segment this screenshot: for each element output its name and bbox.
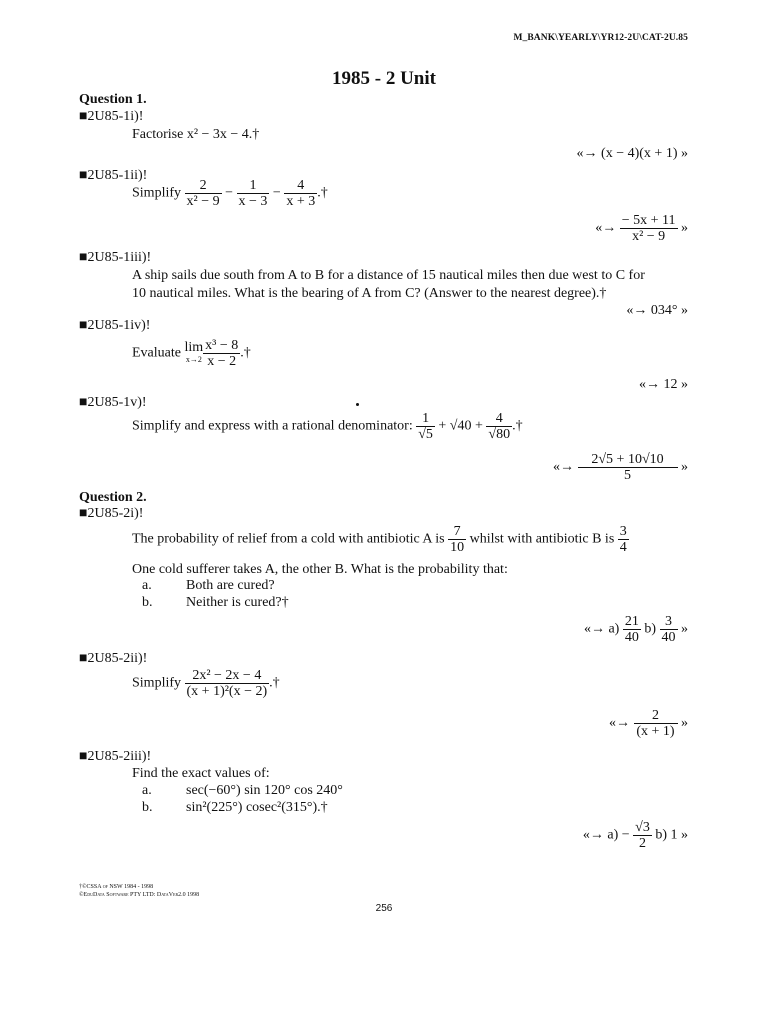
option-a-label: a. — [142, 578, 152, 593]
fraction — [486, 411, 512, 442]
dagger-tail: .† — [512, 418, 523, 434]
denominator: 2 — [633, 835, 652, 851]
numerator: 2 — [199, 178, 207, 193]
answer-mid: b) — [644, 621, 656, 637]
part-line2-2i: One cold sufferer takes A, the other B. What is the probability that: — [132, 562, 508, 577]
answer-fraction — [634, 708, 678, 739]
evaluate-label: Evaluate — [132, 345, 181, 361]
answer-suffix: » — [681, 715, 688, 731]
instruction: Simplify and express with a rational denominator: — [132, 418, 413, 434]
answer-suffix: » — [681, 621, 688, 637]
answer-prefix: «→ — [595, 220, 617, 236]
denominator: √5 — [418, 427, 433, 442]
answer-a-fraction — [623, 614, 641, 645]
part-id-1iii: ■2U85-1iii)! — [79, 250, 152, 265]
part-line1-1iii: A ship sails due south from A to B for a distance of 15 nautical miles then due west to C for — [132, 268, 645, 283]
denominator: x² − 9 — [620, 228, 678, 244]
option-b-text: Neither is cured?† — [186, 595, 289, 610]
numerator: √3 — [635, 820, 650, 835]
fraction — [237, 178, 270, 209]
denominator: (x + 1)²(x − 2) — [186, 684, 268, 699]
header-path: M_BANK\YEARLY\YR12-2U\CAT-2U.85 — [513, 33, 688, 43]
denominator: 40 — [624, 630, 639, 645]
answer-1ii — [595, 213, 688, 244]
answer-2ii — [609, 708, 688, 739]
part-id-2i: ■2U85-2i)! — [79, 506, 144, 521]
fraction — [185, 668, 270, 699]
copyright-line-2: ©EduData Software PTY LTD: DataVer2.0 1998 — [79, 892, 200, 898]
numerator: 1 — [422, 411, 430, 426]
answer-fraction — [578, 452, 678, 483]
part-line1-2iii: Find the exact values of: — [132, 766, 270, 781]
option-a-label: a. — [142, 783, 152, 798]
answer-1iii: «→ 034° » — [626, 303, 688, 318]
numerator: 7 — [453, 524, 461, 539]
page-number: 256 — [375, 903, 393, 914]
numerator: 2 — [652, 708, 659, 723]
fraction — [185, 178, 222, 209]
fraction-pb — [618, 524, 629, 555]
answer-prefix: «→ — [609, 715, 630, 731]
part-id-1ii: ■2U85-1ii)! — [79, 168, 148, 183]
answer-b-fraction — [660, 614, 678, 645]
denominator: 4 — [619, 540, 627, 555]
denominator: (x + 1) — [634, 723, 678, 739]
middle-terms: + √40 + — [438, 418, 483, 434]
numerator: 4 — [297, 178, 305, 193]
answer-fraction — [620, 213, 678, 244]
numerator: 21 — [624, 614, 639, 629]
numerator: 3 — [665, 614, 672, 629]
option-b-label: b. — [142, 595, 153, 610]
option-b-label: b. — [142, 800, 153, 815]
answer-fraction — [633, 820, 652, 851]
fraction — [203, 338, 240, 369]
fraction — [284, 178, 317, 209]
part-id-1iv: ■2U85-1iv)! — [79, 318, 151, 333]
numerator: x³ − 8 — [205, 338, 239, 353]
answer-suffix: » — [681, 459, 688, 475]
numerator: 2x² − 2x − 4 — [192, 668, 262, 683]
answer-1iv: «→ 12 » — [639, 377, 688, 392]
denominator: √80 — [488, 427, 511, 442]
part-id-2iii: ■2U85-2iii)! — [79, 749, 152, 764]
numerator: 3 — [619, 524, 627, 539]
limit-operator — [184, 339, 204, 366]
denominator: 5 — [578, 467, 678, 483]
answer-prefix: «→ a) − — [582, 827, 630, 843]
answer-2iii — [583, 820, 688, 851]
numerator: − 5x + 11 — [621, 213, 676, 228]
denominator: x − 3 — [238, 194, 268, 209]
dagger-tail: .† — [269, 675, 280, 691]
simplify-label: Simplify — [132, 185, 182, 201]
dagger-tail: .† — [317, 185, 328, 201]
lim-word: lim — [184, 339, 204, 355]
denominator: x + 3 — [286, 194, 316, 209]
numerator: 1 — [249, 178, 257, 193]
numerator: 2√5 + 10√10 — [591, 452, 664, 467]
text-b: whilst with antibiotic B is — [469, 531, 615, 547]
question-2-heading: Question 2. — [79, 490, 147, 505]
answer-suffix: b) 1 » — [655, 827, 688, 843]
stray-dot — [356, 403, 359, 406]
part-text-2i — [132, 524, 629, 555]
text-a: The probability of relief from a cold with antibiotic A is — [132, 531, 445, 547]
answer-1v — [553, 452, 688, 483]
dagger-tail: .† — [240, 345, 251, 361]
answer-2i — [584, 614, 688, 645]
part-id-1i: ■2U85-1i)! — [79, 109, 144, 124]
part-text-1iv — [132, 338, 251, 369]
answer-prefix: «→ a) — [583, 621, 620, 637]
option-a-text: Both are cured? — [186, 578, 275, 593]
lim-subscript: x→2 — [185, 354, 202, 364]
part-text-1v — [132, 411, 523, 442]
fraction-pa — [448, 524, 466, 555]
answer-suffix: » — [681, 220, 688, 236]
fraction — [416, 411, 435, 442]
numerator: 4 — [495, 411, 503, 426]
answer-prefix: «→ — [553, 459, 574, 475]
option-b-text: sin²(225°) cosec²(315°).† — [186, 800, 328, 815]
question-1-heading: Question 1. — [79, 92, 147, 107]
option-a-text: sec(−60°) sin 120° cos 240° — [186, 783, 343, 798]
denominator: 10 — [450, 540, 465, 555]
part-id-2ii: ■2U85-2ii)! — [79, 651, 148, 666]
denominator: 40 — [661, 630, 676, 645]
answer-1i: «→ (x − 4)(x + 1) » — [576, 146, 688, 161]
page-title: 1985 - 2 Unit — [332, 68, 436, 89]
denominator: x − 2 — [203, 353, 240, 369]
part-line2-1iii: 10 nautical miles. What is the bearing of A from C? (Answer to the nearest degree).† — [132, 286, 607, 301]
part-id-1v: ■2U85-1v)! — [79, 395, 147, 410]
simplify-label: Simplify — [132, 675, 182, 691]
part-text-2ii — [132, 668, 280, 699]
denominator: x² − 9 — [186, 194, 220, 209]
part-text-1ii: Simplify $\frac{2}{\text{x² − 9}}$ − $\frac{1}{x - 3}$ − $\frac{4}{x + 3}$ .† — [132, 178, 328, 209]
copyright-line-1: †©CSSA of NSW 1984 - 1998 — [79, 884, 154, 890]
part-text-1i: Factorise x² − 3x − 4.† — [132, 127, 260, 142]
